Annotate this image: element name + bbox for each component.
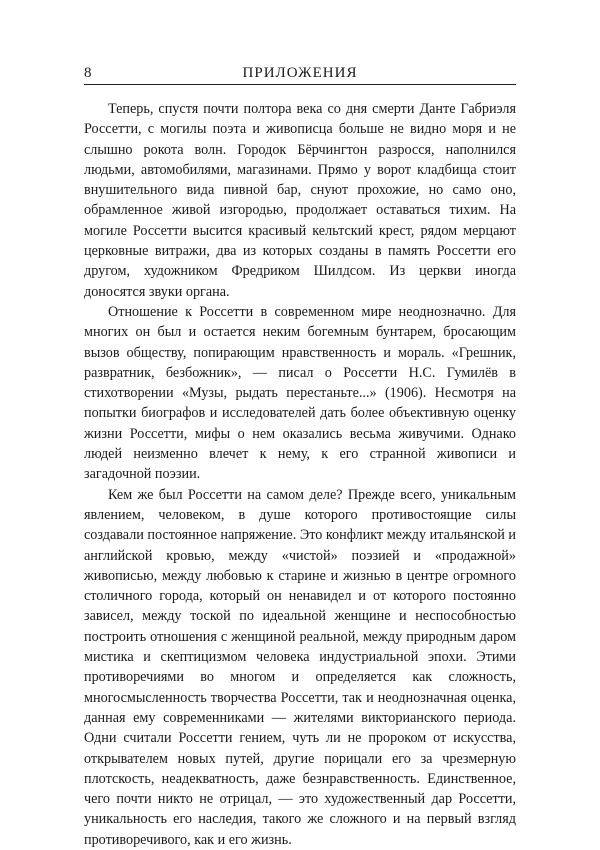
paragraph-1: Теперь, спустя почти полтора века со дня смерти Данте Габриэля Россетти, с могилы поэта и живописца больше не видно моря и не слышно рокота волн. Городок Бёрчингтон разросся, наполнился людьми, автомобилями, магазинами. Прямо у ворот кладбища стоит внушительного вида пивной бар, снуют прохожие, но само оно, обрамленное живой изгородью, продолжает оставаться тихим. На могиле Россетти высится красивый кельтский крест, рядом мерцают церковные витражи, два из которых созданы в память Россетти его другом, художником Фредриком Шилдсом. Из церкви иногда доносятся звуки органа. — [84, 101, 516, 300]
paragraph-3: Кем же был Россетти на самом деле? Прежде всего, уникальным явлением, человеком, в душе которого противостоящие силы создавали постоянное напряжение. Это конфликт между итальянской и английской кровью, между «чистой» поэзией и «продажной» живописью, между любовью к старине и жизнью в центре огромного столичного города, который он ненавидел и от которого постоянно зависел, между тоской по идеальной женщине и неспособностью построить отношения с женщиной реальной, между природным даром мистика и скептицизмом человека индустриальной эпохи. Этими противоречиями во многом и определяется как сложность, многосмысленность творчества Россетти, так и неоднозначная оценка, данная ему современниками — жителями викторианского периода. Одни считали Россетти гением, чуть ли не пророком от искусства, открывателем новых путей, другие порицали его за чрезмерную плотскость, неадекватность, даже безнравственность. Единственное, чего почти никто не отрицал, — это художественный дар Россетти, уникальность его наследия, такого же сложного и на первый взгляд противоречивого, как и его жизнь. — [84, 486, 516, 848]
paragraph-2: Отношение к Россетти в современном мире неоднозначно. Для многих он был и остается неким богемным бунтарем, бросающим вызов обществу, попирающим нравственность и мораль. «Грешник, развратник, безбожник», — писал о Россетти Н.С. Гумилёв в стихотворении «Музы, рыдать перестаньте...» (1906). Несмотря на попытки биографов и исследователей дать более объективную оценку жизни Россетти, мифы о нем оказались весьма живучими. Однако людей неизменно влечет к нему, к его странной живописи и загадочной поэзии. — [84, 303, 516, 483]
section-title: ПРИЛОЖЕНИЯ — [242, 65, 358, 81]
running-header — [84, 62, 516, 85]
body-text — [84, 99, 516, 850]
page-number: 8 — [84, 65, 92, 81]
book-page — [84, 62, 516, 850]
